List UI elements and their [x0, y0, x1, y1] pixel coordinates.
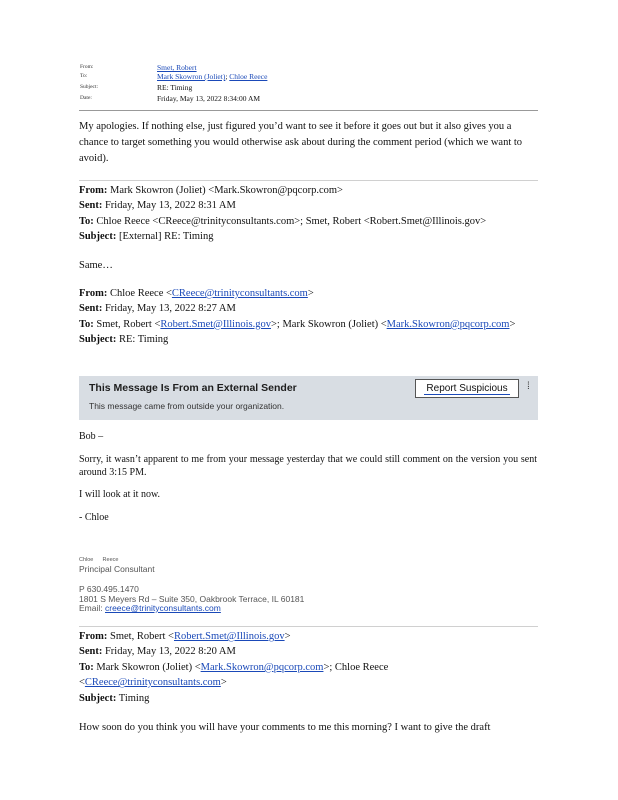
message-3-to-mid: >; Mark Skowron (Joliet) <: [270, 318, 387, 330]
message-2-subject-value: [External] RE: Timing: [118, 231, 214, 243]
signature-address: 1801 S Meyers Rd – Suite 350, Oakbrook Terrace, IL 60181: [79, 593, 305, 604]
message-4-to-email-link-2[interactable]: CReece@trinityconsultants.com: [84, 677, 221, 689]
message-3-greeting: Bob –: [79, 431, 104, 442]
message-3-sent-label: Sent:: [79, 303, 103, 315]
header-to-separator: ;: [225, 72, 228, 81]
message-4-from-close: >: [284, 631, 291, 642]
header-to-label: To:: [80, 73, 88, 79]
message-3-sent-value: Friday, May 13, 2022 8:27 AM: [104, 303, 236, 315]
signature-name: [79, 557, 118, 563]
header-to-link-1[interactable]: Mark Skowron (Joliet): [157, 72, 226, 81]
message-2-from-value: Mark Skowron (Joliet) <Mark.Skowron@pqcorp.com>: [110, 185, 343, 196]
external-sender-banner: [79, 376, 538, 420]
message-3-paragraph-1: Sorry, it wasn’t apparent to me from your message yesterday that we could still comment on the version you sent around 3:15 PM.: [79, 454, 537, 478]
message-4-subject-value: Timing: [118, 692, 150, 704]
signature-last-name: Reece: [102, 557, 119, 563]
message-4-sent-row: [79, 644, 549, 659]
message-4-from-name: Smet, Robert <: [110, 631, 174, 642]
message-3-from-row: [79, 286, 549, 301]
message-3-to-close: >: [509, 318, 516, 330]
message-3-signoff: - Chloe: [79, 512, 109, 523]
signature-phone: P 630.495.1470: [79, 584, 139, 594]
message-2-to-value: Chloe Reece <CReece@trinityconsultants.com>; Smet, Robert <Robert.Smet@Illinois.gov>: [96, 215, 487, 227]
message-2-to-label: To:: [79, 215, 94, 227]
message-4-to-label: To:: [79, 661, 94, 673]
message-3-paragraph-2: I will look at it now.: [79, 489, 161, 500]
message-2-sent-label: Sent:: [79, 200, 103, 212]
header-to-link-2[interactable]: Chloe Reece: [229, 72, 268, 81]
message-3-to-email-link-1[interactable]: Robert.Smet@Illinois.gov: [160, 318, 271, 330]
message-1-body: My apologies. If nothing else, just figured you’d want to see it before it goes out but it also gives you a chance to target something you would otherwise ask about during the comment period (which we want to avoid).: [79, 121, 523, 164]
message-4-subject-row: [79, 691, 549, 706]
header-date-label: Date:: [80, 95, 92, 101]
header-subject-value: RE: Timing: [157, 83, 193, 92]
message-3-from-close: >: [307, 288, 314, 299]
message-3-to-email-link-2[interactable]: Mark.Skowron@pqcorp.com: [386, 318, 510, 330]
message-3-sent-row: [79, 301, 549, 316]
message-4-to-email-link-1[interactable]: Mark.Skowron@pqcorp.com: [200, 661, 324, 673]
message-4-to-name-1: Mark Skowron (Joliet) <: [96, 661, 201, 673]
message-3-subject-row: [79, 332, 549, 347]
message-3-from-email-link[interactable]: CReece@trinityconsultants.com: [171, 288, 308, 299]
message-2-from-label: From:: [79, 185, 108, 196]
header-divider: [79, 110, 538, 111]
signature-email-row: [79, 604, 304, 614]
header-date-value: Friday, May 13, 2022 8:34:00 AM: [157, 94, 261, 103]
message-4-sent-label: Sent:: [79, 646, 103, 658]
message-2-sent-row: [79, 198, 549, 213]
message-4-from-label: From:: [79, 631, 108, 642]
message-3-to-label: To:: [79, 318, 94, 330]
message-3-subject-label: Subject:: [79, 334, 117, 346]
message-2-to-row: [79, 214, 549, 229]
message-4-to-mid: >; Chloe Reece: [323, 661, 389, 673]
message-divider-1: [79, 180, 538, 181]
signature-title: Principal Consultant: [79, 564, 155, 574]
message-2-subject-row: [79, 229, 549, 244]
message-4-to-row: [79, 660, 549, 675]
message-4-sent-value: Friday, May 13, 2022 8:20 AM: [104, 646, 236, 658]
header-to-values: [157, 72, 267, 81]
message-4-to-open: <: [79, 677, 85, 689]
message-divider-2: [79, 626, 538, 627]
message-4-from-row: [79, 629, 549, 644]
message-4-to-row-2: [79, 675, 549, 690]
banner-subtitle: This message came from outside your organization.: [89, 401, 285, 411]
signature-first-name: Chloe: [79, 557, 94, 563]
signature-email-label: Email:: [79, 603, 103, 613]
message-3-to-row: [79, 317, 549, 332]
message-2-subject-label: Subject:: [79, 231, 117, 243]
message-2-from-row: [79, 183, 549, 198]
message-3-from-name: Chloe Reece <: [110, 288, 172, 299]
message-3-header: [79, 286, 549, 348]
signature-contact: [79, 585, 304, 614]
message-4-to-close: >: [220, 677, 227, 689]
header-from-link[interactable]: Smet, Robert: [157, 63, 197, 72]
message-2-body: Same…: [79, 260, 113, 271]
message-4-header: [79, 629, 549, 706]
banner-title: This Message Is From an External Sender: [89, 382, 297, 394]
header-subject-label: Subject:: [80, 84, 99, 90]
header-from-label: From:: [80, 64, 94, 70]
message-3-from-label: From:: [79, 288, 108, 299]
message-3-to-name-1: Smet, Robert <: [96, 318, 161, 330]
message-4-from-email-link[interactable]: Robert.Smet@Illinois.gov: [173, 631, 285, 642]
signature-email-link[interactable]: creece@trinityconsultants.com: [105, 603, 221, 613]
message-2-header: [79, 183, 549, 245]
message-4-subject-label: Subject:: [79, 692, 117, 704]
message-3-subject-value: RE: Timing: [118, 334, 169, 346]
report-suspicious-label: Report Suspicious: [426, 383, 508, 394]
message-2-sent-value: Friday, May 13, 2022 8:31 AM: [104, 200, 236, 212]
report-suspicious-button[interactable]: [415, 379, 519, 398]
banner-more-icon[interactable]: ⁞: [527, 381, 530, 392]
message-4-body: How soon do you think you will have your comments to me this morning? I want to give the draft: [79, 722, 491, 733]
